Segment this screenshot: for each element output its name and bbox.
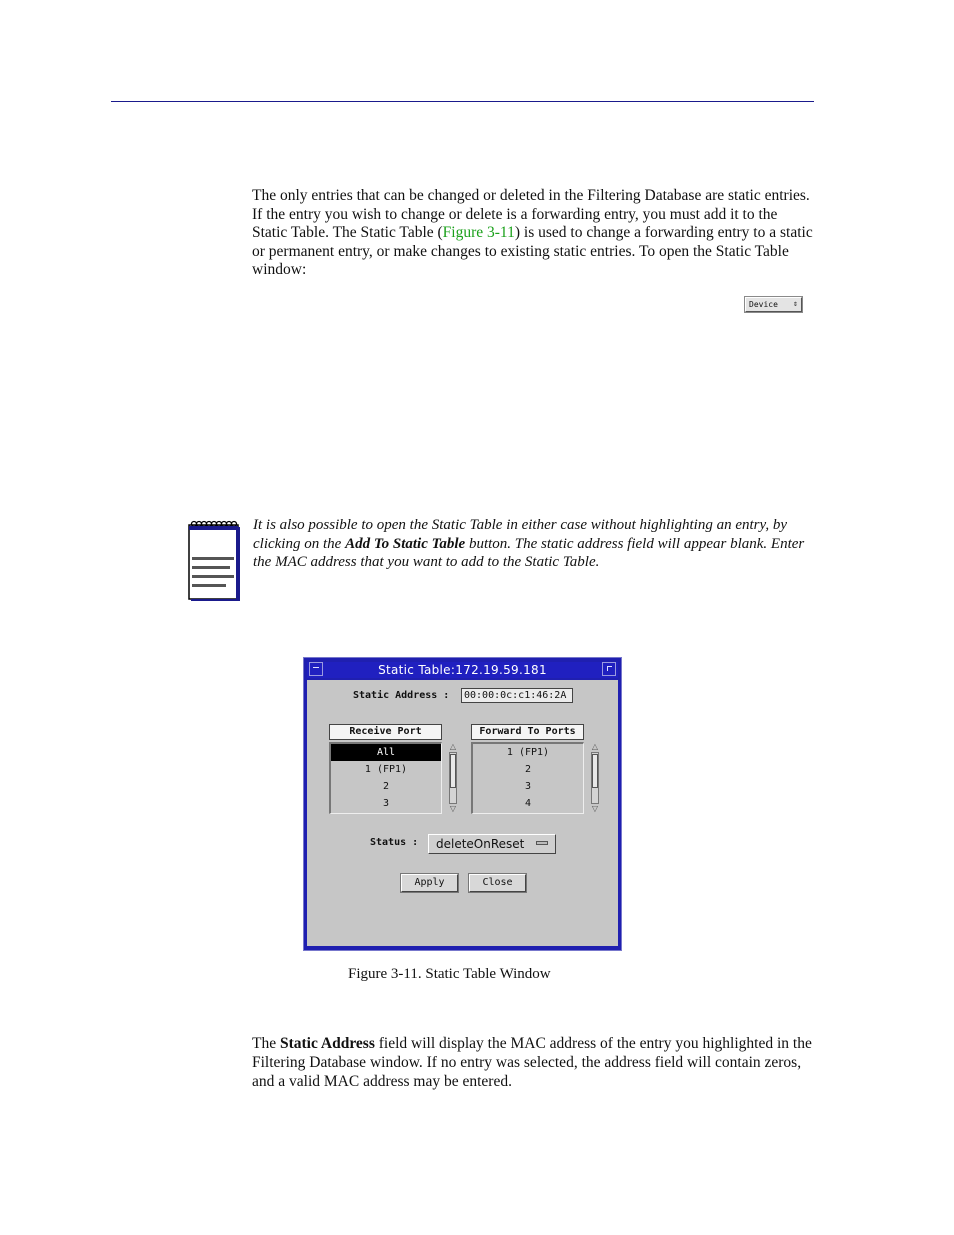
status-label: Status :	[370, 837, 419, 848]
device-button-label: Device	[749, 300, 778, 309]
receive-port-header[interactable]: Receive Port	[329, 724, 442, 740]
close-button[interactable]: Close	[469, 874, 526, 892]
scroll-thumb[interactable]	[592, 754, 598, 788]
list-item[interactable]: 3	[382, 798, 390, 809]
receive-port-scrollbar[interactable]	[447, 742, 459, 814]
window-client	[307, 680, 618, 946]
scroll-down-icon[interactable]: ▽	[449, 804, 457, 813]
figure-caption: Figure 3-11. Static Table Window	[348, 966, 551, 982]
device-menu-button[interactable]	[745, 297, 802, 312]
scroll-up-icon[interactable]: △	[449, 742, 457, 751]
updown-arrow-icon: ⇕	[793, 299, 798, 308]
forward-ports-list[interactable]	[471, 742, 584, 814]
window-titlebar[interactable]	[307, 662, 618, 678]
list-item[interactable]: All	[331, 744, 441, 761]
receive-port-list[interactable]	[329, 742, 442, 814]
status-dropdown[interactable]	[428, 834, 556, 854]
list-item[interactable]: 1 (FP1)	[364, 764, 408, 775]
note-text: It is also possible to open the Static Table in either case without highlighting an entry, by clicking on the Add To Static Table button. The static address field will appear blank. Enter the MAC address that you want to add to the Static Table.	[253, 517, 805, 571]
list-item[interactable]: 3	[524, 781, 532, 792]
static-table-window	[303, 657, 622, 951]
list-item[interactable]: 2	[524, 764, 532, 775]
figure-link[interactable]: Figure 3-11	[442, 224, 515, 242]
scroll-up-icon[interactable]: △	[591, 742, 599, 751]
scroll-down-icon[interactable]: ▽	[591, 804, 599, 813]
status-value: deleteOnReset	[436, 837, 525, 851]
forward-ports-scrollbar[interactable]	[589, 742, 601, 814]
static-address-paragraph: The Static Address field will display the MAC address of the entry you highlighted in the Filtering Database window. If no entry was selected, the address field will contain zeros, and a valid MAC address may be entered.	[252, 1035, 812, 1091]
list-item[interactable]: 1 (FP1)	[506, 747, 550, 758]
static-address-label: Static Address :	[353, 690, 450, 701]
scroll-thumb[interactable]	[450, 754, 456, 788]
header-rule	[111, 101, 814, 102]
apply-button[interactable]: Apply	[401, 874, 458, 892]
forward-ports-header[interactable]: Forward To Ports	[471, 724, 584, 740]
intro-paragraph: The only entries that can be changed or deleted in the Filtering Database are static entries. If the entry you wish to change or delete is a forwarding entry, you must add it to the Static Table. The Static Table (Figure 3-11) is used to change a forwarding entry to a static or permanent entry, or make changes to existing static entries. To open the Static Table window:	[252, 187, 813, 279]
list-item[interactable]: 2	[382, 781, 390, 792]
window-title: Static Table:172.19.59.181	[378, 663, 547, 677]
static-address-input[interactable]: 00:00:0c:c1:46:2A	[461, 688, 573, 703]
maximize-icon[interactable]	[602, 662, 616, 676]
list-item[interactable]: 4	[524, 798, 532, 809]
notepad-icon	[187, 519, 241, 601]
option-menu-indicator-icon	[536, 841, 548, 845]
